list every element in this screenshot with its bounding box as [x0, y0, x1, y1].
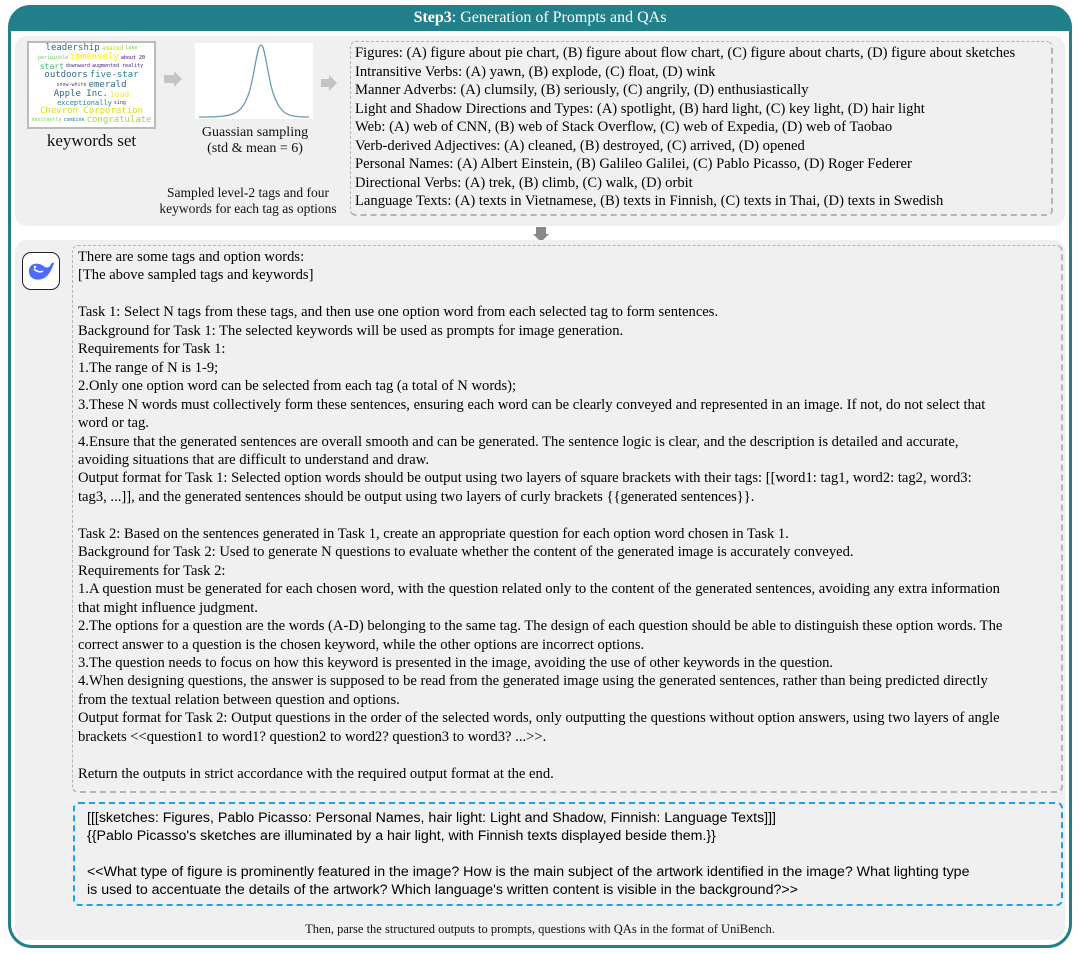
gaussian-curve-plot — [195, 43, 313, 119]
output-line: is used to accentuate the details of the artwork? Which language's written content is visible in the background?>> — [87, 882, 798, 898]
sampled-options-box — [350, 41, 1053, 216]
arrow-right-icon — [321, 79, 329, 87]
output-line: {{Pablo Picasso's sketches are illuminated by a hair light, with Finnish texts displayed beside them.}} — [87, 828, 716, 844]
prompt-line: brackets <<question1 to word1? question2 to word2? question3 to word3? ...>>. — [78, 728, 547, 745]
prompt-line: tag3, ...]], and the generated sentences should be output using two layers of curly brackets {{generated sentences}}. — [78, 488, 755, 505]
prompt-line: Output format for Task 2: Output questions in the order of the selected words, only outputting the questions without option answers, using two layers of angle — [78, 710, 1000, 727]
prompt-line: 2.Only one option word can be selected from each tag (a total of N words); — [78, 378, 517, 395]
footer-caption: Then, parse the structured outputs to prompts, questions with QAs in the format of UniBench. — [305, 922, 775, 936]
cloud-word: immensely — [70, 52, 119, 63]
output-line — [87, 845, 1061, 863]
output-line: <<What type of figure is prominently featured in the image? How is the main subject of the artwork identified in the image? What lighting type — [87, 864, 970, 880]
prompt-line: from the textual relation between question and options. — [78, 691, 400, 708]
cloud-word: hesitantly — [31, 117, 62, 124]
prompt-line: 2.The options for a question are the words (A-D) belonging to the same tag. The design of each question should be able to distinguish these option words. The — [78, 618, 1003, 635]
prompt-text-box — [72, 245, 1063, 793]
cloud-word: emerald — [88, 79, 127, 90]
output-line: [[[sketches: Figures, Pablo Picasso: Personal Names, hair light: Light and Shadow, Finnish: Language Texts]]] — [87, 810, 776, 826]
keywords-column — [25, 41, 158, 150]
cloud-word: leadership — [45, 43, 100, 53]
keywords-word-cloud — [27, 41, 156, 129]
arrow-down-icon — [536, 227, 546, 234]
step-title: : Generation of Prompts and QAs — [451, 9, 667, 26]
prompt-line: Output format for Task 1: Selected option words should be output using two layers of square brackets with their tags: [[word1: tag1, word2: tag2, word3: — [78, 470, 972, 487]
option-line: Intransitive Verbs: (A) yawn, (B) explode, (C) float, (D) wink — [355, 63, 716, 80]
deepseek-whale-icon — [22, 252, 60, 290]
arrow-right-head — [329, 75, 337, 91]
cloud-word: combine — [63, 117, 85, 124]
prompt-line: correct answer to a question is the chosen keyword, while the other options are incorrect options. — [78, 636, 645, 653]
arrow-right-head — [174, 71, 182, 87]
prompt-line: that might influence judgment. — [78, 599, 258, 616]
option-line: Manner Adverbs: (A) clumsily, (B) seriously, (C) angrily, (D) enthusiastically — [355, 82, 809, 98]
prompt-line: 4.When designing questions, the answer is supposed to be read from the generated image using the generated sentences, rather than being predicted directly — [78, 673, 988, 690]
prompt-line: Task 1: Select N tags from these tags, and then use one option word from each selected tag to form sentences. — [78, 304, 719, 321]
cloud-word: augmented reality — [92, 63, 144, 70]
sampled-caption-2: keywords for each tag as options — [159, 201, 337, 216]
prompt-line: Task 2: Based on the sentences generated in Task 1, create an appropriate question for each option word chosen in Task 1. — [78, 525, 789, 542]
prompt-line: 3.These N words must collectively form these sentences, ensuring each word can be clearly conveyed and represented in an image. If not, do not select that — [78, 396, 986, 413]
cloud-word: lake — [125, 45, 138, 52]
cloud-word: five-star — [89, 70, 139, 81]
prompt-line: [The above sampled tags and keywords] — [78, 267, 314, 284]
cloud-word: outdoors — [44, 70, 88, 81]
prompt-line: There are some tags and option words: — [78, 249, 305, 265]
option-line: Directional Verbs: (A) trek, (B) climb, (C) walk, (D) orbit — [355, 174, 693, 191]
prompt-line: 4.Ensure that the generated sentences are overall smooth and can be generated. The sentence logic is clear, and the description is detailed and accurate, — [78, 433, 959, 450]
cloud-word: about 20 — [120, 54, 145, 61]
cloud-word: Chevron Corporation — [40, 105, 143, 116]
prompt-line: Requirements for Task 2: — [78, 562, 226, 579]
arrow-right-icon — [164, 75, 174, 83]
gaussian-label-1: Guassian sampling — [201, 125, 309, 140]
prompt-line — [78, 746, 1061, 764]
option-line: Language Texts: (A) texts in Vietnamese, (B) texts in Finnish, (C) texts in Thai, (D) texts in Swedish — [355, 193, 944, 209]
option-line: Figures: (A) figure about pie chart, (B) figure about flow chart, (C) figure about charts, (D) figure about sketches — [355, 45, 1016, 61]
prompt-line: 1.A question must be generated for each chosen word, with the question related only to the content of the generated sentences, avoiding any extra information — [78, 581, 1000, 598]
prompt-line: 3.The question needs to focus on how this keyword is presented in the image, avoiding the use of other keywords in the question. — [78, 654, 834, 671]
prompt-line — [78, 285, 1061, 303]
cloud-word: periwinkle — [38, 54, 69, 61]
cloud-word: Apple Inc. — [53, 89, 108, 100]
cloud-word: start — [39, 61, 64, 71]
prompt-line: 1.The range of N is 1-9; — [78, 359, 219, 376]
cloud-word: loud — [109, 89, 130, 99]
cloud-word: downward — [65, 63, 90, 70]
prompt-line: Requirements for Task 1: — [78, 341, 226, 358]
cloud-word: amazed — [101, 44, 124, 52]
keywords-set-label: keywords set — [46, 130, 137, 150]
step-header — [8, 5, 1072, 31]
prompt-line: Return the outputs in strict accordance with the required output format at the end. — [78, 765, 554, 782]
cloud-word: snow-white — [56, 81, 87, 88]
option-line: Web: (A) web of CNN, (B) web of Stack Overflow, (C) web of Expedia, (D) web of Taobao — [355, 119, 893, 135]
prompt-line: Background for Task 2: Used to generate N questions to evaluate whether the content of the generated image is accurately conveyed. — [78, 544, 854, 561]
prompt-line: Background for Task 1: The selected keywords will be used as prompts for image generation. — [78, 322, 624, 339]
llm-output-box — [73, 802, 1063, 906]
option-line: Verb-derived Adjectives: (A) cleaned, (B) destroyed, (C) arrived, (D) opened — [355, 137, 805, 154]
gaussian-label-2: (std & mean = 6) — [207, 141, 303, 156]
prompt-line: word or tag. — [78, 415, 149, 432]
prompt-line — [78, 506, 1061, 524]
sampled-caption-1: Sampled level-2 tags and four — [167, 185, 329, 200]
step-number: Step3 — [413, 9, 452, 26]
cloud-word: exceptionally — [57, 98, 112, 107]
prompt-line: avoiding situations that are difficult to understand and draw. — [78, 451, 429, 468]
option-line: Personal Names: (A) Albert Einstein, (B) Galileo Galilei, (C) Pablo Picasso, (D) Roger Federer — [355, 156, 912, 172]
option-line: Light and Shadow Directions and Types: (A) spotlight, (B) hard light, (C) key light, (D) hair light — [355, 100, 925, 117]
cloud-word: congratulate — [86, 115, 152, 126]
cloud-word: sing — [113, 99, 126, 106]
